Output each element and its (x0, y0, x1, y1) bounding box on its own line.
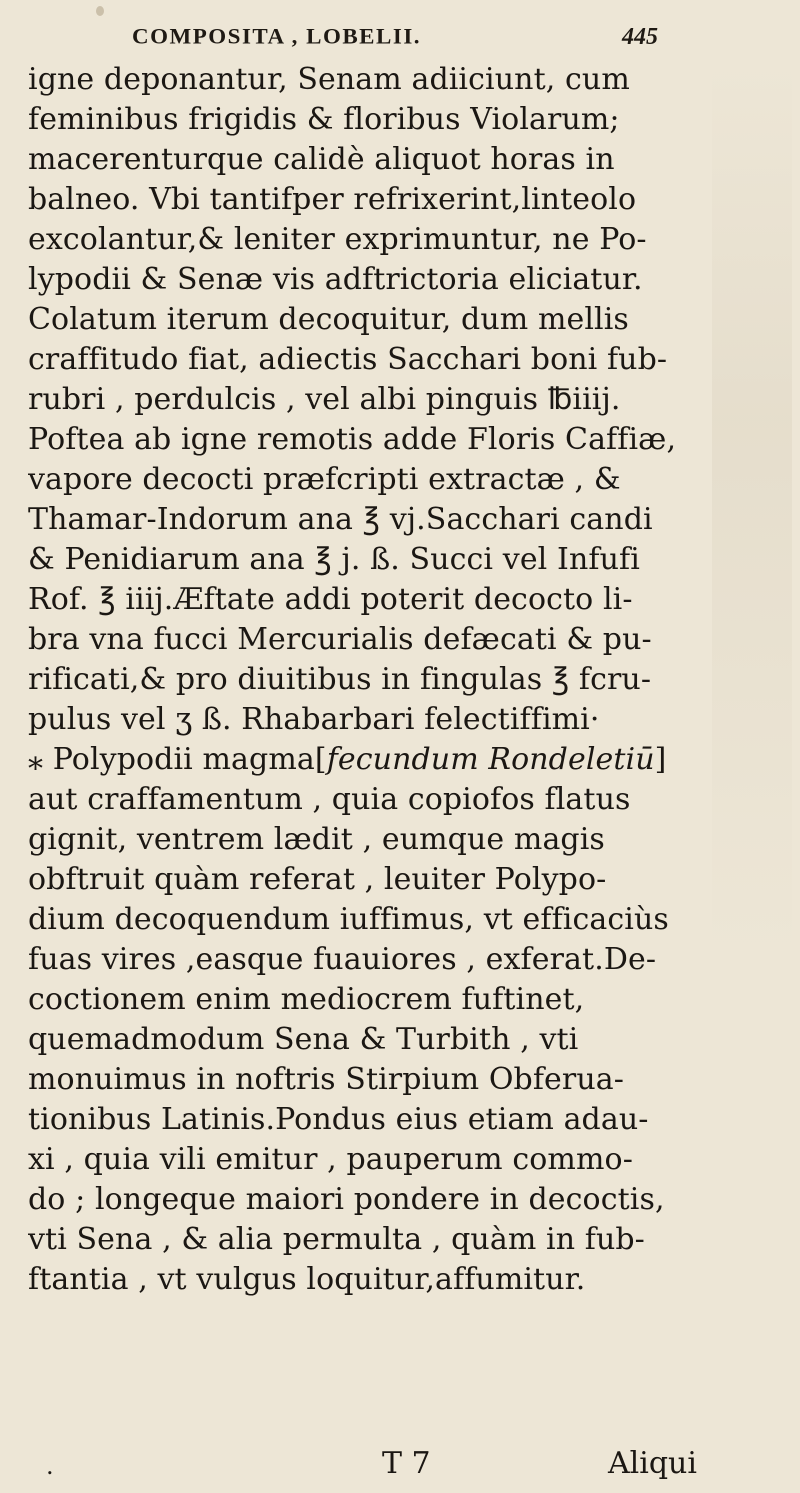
text-line (28, 300, 758, 340)
text-line (28, 1100, 758, 1140)
text-segment: quemadmodum Sena & Turbith , vti (28, 1022, 579, 1057)
text-segment: dium decoquendum iuffimus, vt efficaciùs (28, 902, 669, 937)
page-footer (28, 1446, 758, 1482)
text-line (28, 1140, 758, 1180)
ink-speck (96, 6, 104, 16)
text-segment: macerenturque calidè aliquot horas in (28, 142, 615, 177)
text-line (28, 780, 758, 820)
text-line (28, 1020, 758, 1060)
text-segment: ⁎ Polypodii magma[ (28, 742, 327, 777)
catchword: Aliqui (608, 1446, 697, 1481)
text-segment: Rof. ℥ iiij.Æftate addi poterit decocto li- (28, 582, 633, 617)
text-line (28, 580, 758, 620)
text-segment: Thamar-Indorum ana ℥ vj.Sacchari candi (28, 502, 653, 537)
text-segment: Colatum iterum decoquitur, dum mellis (28, 302, 629, 337)
text-segment: lypodii & Senæ vis adftrictoria eliciatur. (28, 262, 643, 297)
text-line (28, 180, 758, 220)
text-line (28, 260, 758, 300)
text-line (28, 340, 758, 380)
text-segment: igne deponantur, Senam adiiciunt, cum (28, 62, 630, 97)
text-line (28, 380, 758, 420)
footer-mark: . (46, 1452, 54, 1480)
text-line (28, 100, 758, 140)
text-line (28, 1220, 758, 1260)
text-segment: tionibus Latinis.Pondus eius etiam adau- (28, 1102, 649, 1137)
text-segment: craffitudo fiat, adiectis Sacchari boni fub- (28, 342, 668, 377)
text-segment: excolantur,& leniter exprimuntur, ne Po- (28, 222, 647, 257)
running-header (130, 16, 690, 58)
text-line (28, 1060, 758, 1100)
text-segment: obftruit quàm referat , leuiter Polypo- (28, 862, 607, 897)
page-number: 445 (622, 24, 658, 50)
text-segment: ] (654, 742, 667, 777)
text-segment: pulus vel ʒ ß. Rhabarbari felectiffimi· (28, 702, 600, 737)
text-line (28, 700, 758, 740)
text-segment: feminibus frigidis & floribus Violarum; (28, 102, 620, 137)
text-line (28, 820, 758, 860)
text-line (28, 540, 758, 580)
text-segment: coctionem enim mediocrem fuftinet, (28, 982, 585, 1017)
text-segment: Poftea ab igne remotis adde Floris Caffiæ, (28, 422, 677, 457)
text-line (28, 620, 758, 660)
text-segment: & Penidiarum ana ℥ j. ß. Succi vel Infufi (28, 542, 640, 577)
text-segment: balneo. Vbi tantifper refrixerint,linteolo (28, 182, 637, 217)
running-title: COMPOSITA , LOBELII. (132, 24, 422, 49)
text-segment: rificati,& pro diuitibus in fingulas ℥ fcru- (28, 662, 652, 697)
italic-segment: fecundum Rondeletiū (326, 742, 655, 777)
text-line (28, 60, 758, 100)
text-line (28, 900, 758, 940)
text-segment: xi , quia vili emitur , pauperum commo- (28, 1142, 633, 1177)
text-line (28, 940, 758, 980)
text-line (28, 1260, 758, 1300)
text-line (28, 860, 758, 900)
text-line (28, 980, 758, 1020)
signature-mark: T 7 (382, 1446, 431, 1481)
text-line (28, 660, 758, 700)
text-line (28, 220, 758, 260)
text-segment: fuas vires ,easque fuauiores , exferat.De- (28, 942, 657, 977)
text-line (28, 740, 758, 780)
text-line (28, 1180, 758, 1220)
text-segment: rubri , perdulcis , vel albi pinguis ℔iiij. (28, 382, 621, 417)
text-segment: aut craffamentum , quia copiofos flatus (28, 782, 631, 817)
text-segment: monuimus in noftris Stirpium Obferua- (28, 1062, 624, 1097)
text-line (28, 460, 758, 500)
text-segment: do ; longeque maiori pondere in decoctis, (28, 1182, 665, 1217)
text-segment: bra vna fucci Mercurialis defæcati & pu- (28, 622, 652, 657)
text-segment: vti Sena , & alia permulta , quàm in fub- (28, 1222, 645, 1257)
text-segment: ftantia , vt vulgus loquitur,affumitur. (28, 1262, 586, 1297)
text-line (28, 500, 758, 540)
body-text (28, 60, 758, 1300)
text-line (28, 420, 758, 460)
text-segment: vapore decocti præfcripti extractæ , & (28, 462, 621, 497)
text-segment: gignit, ventrem lædit , eumque magis (28, 822, 605, 857)
text-line (28, 140, 758, 180)
